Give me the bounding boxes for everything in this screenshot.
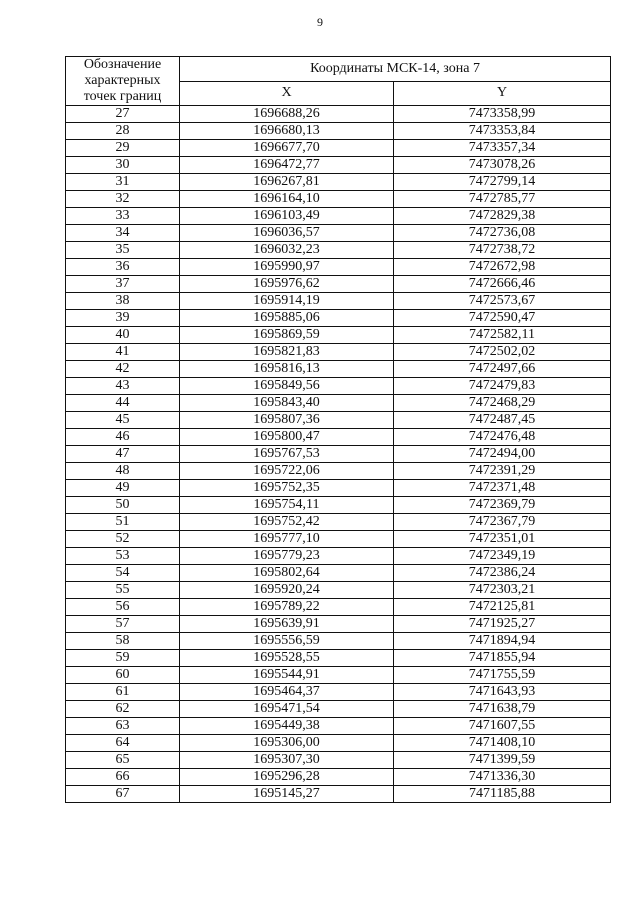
table-row bbox=[66, 497, 611, 514]
table-row bbox=[66, 242, 611, 259]
header-point-line: Обозначение bbox=[83, 57, 162, 72]
point-cell: 28 bbox=[66, 123, 180, 140]
point-cell: 62 bbox=[66, 701, 180, 718]
table-row bbox=[66, 769, 611, 786]
x-coordinate-cell: 1695843,40 bbox=[180, 395, 394, 412]
x-coordinate-cell: 1695307,30 bbox=[180, 752, 394, 769]
point-cell: 48 bbox=[66, 463, 180, 480]
y-coordinate-cell: 7473078,26 bbox=[394, 157, 611, 174]
y-coordinate-cell: 7472829,38 bbox=[394, 208, 611, 225]
point-cell: 40 bbox=[66, 327, 180, 344]
header-point-designation bbox=[66, 57, 180, 106]
table-row bbox=[66, 157, 611, 174]
point-cell: 36 bbox=[66, 259, 180, 276]
x-coordinate-cell: 1696103,49 bbox=[180, 208, 394, 225]
y-coordinate-cell: 7472371,48 bbox=[394, 480, 611, 497]
table-row bbox=[66, 633, 611, 650]
table-header bbox=[66, 57, 611, 106]
y-coordinate-cell: 7472367,79 bbox=[394, 514, 611, 531]
x-coordinate-cell: 1695800,47 bbox=[180, 429, 394, 446]
x-coordinate-cell: 1695449,38 bbox=[180, 718, 394, 735]
point-cell: 31 bbox=[66, 174, 180, 191]
y-coordinate-cell: 7472125,81 bbox=[394, 599, 611, 616]
y-coordinate-cell: 7471607,55 bbox=[394, 718, 611, 735]
table-row bbox=[66, 786, 611, 803]
x-coordinate-cell: 1695528,55 bbox=[180, 650, 394, 667]
table-row bbox=[66, 140, 611, 157]
x-coordinate-cell: 1696680,13 bbox=[180, 123, 394, 140]
point-cell: 32 bbox=[66, 191, 180, 208]
x-coordinate-cell: 1696472,77 bbox=[180, 157, 394, 174]
table-row bbox=[66, 684, 611, 701]
x-coordinate-cell: 1695464,37 bbox=[180, 684, 394, 701]
y-coordinate-cell: 7472386,24 bbox=[394, 565, 611, 582]
y-coordinate-cell: 7471894,94 bbox=[394, 633, 611, 650]
table-row bbox=[66, 123, 611, 140]
y-coordinate-cell: 7472590,47 bbox=[394, 310, 611, 327]
header-y: Y bbox=[394, 81, 611, 106]
header-coordinate-system: Координаты МСК-14, зона 7 bbox=[180, 57, 611, 82]
point-cell: 47 bbox=[66, 446, 180, 463]
x-coordinate-cell: 1695821,83 bbox=[180, 344, 394, 361]
table-row bbox=[66, 429, 611, 446]
y-coordinate-cell: 7472349,19 bbox=[394, 548, 611, 565]
x-coordinate-cell: 1695145,27 bbox=[180, 786, 394, 803]
table-row bbox=[66, 378, 611, 395]
point-cell: 35 bbox=[66, 242, 180, 259]
table-row bbox=[66, 548, 611, 565]
point-cell: 59 bbox=[66, 650, 180, 667]
x-coordinate-cell: 1695296,28 bbox=[180, 769, 394, 786]
table-row bbox=[66, 650, 611, 667]
y-coordinate-cell: 7473353,84 bbox=[394, 123, 611, 140]
header-point-line: точек границ bbox=[83, 89, 162, 104]
x-coordinate-cell: 1695849,56 bbox=[180, 378, 394, 395]
point-cell: 30 bbox=[66, 157, 180, 174]
point-cell: 42 bbox=[66, 361, 180, 378]
y-coordinate-cell: 7471638,79 bbox=[394, 701, 611, 718]
x-coordinate-cell: 1695767,53 bbox=[180, 446, 394, 463]
table-row bbox=[66, 225, 611, 242]
table-row bbox=[66, 106, 611, 123]
point-cell: 27 bbox=[66, 106, 180, 123]
y-coordinate-cell: 7472738,72 bbox=[394, 242, 611, 259]
x-coordinate-cell: 1695544,91 bbox=[180, 667, 394, 684]
table-row bbox=[66, 259, 611, 276]
x-coordinate-cell: 1695556,59 bbox=[180, 633, 394, 650]
x-coordinate-cell: 1695752,42 bbox=[180, 514, 394, 531]
table-row bbox=[66, 531, 611, 548]
y-coordinate-cell: 7471185,88 bbox=[394, 786, 611, 803]
y-coordinate-cell: 7472736,08 bbox=[394, 225, 611, 242]
x-coordinate-cell: 1695306,00 bbox=[180, 735, 394, 752]
x-coordinate-cell: 1695914,19 bbox=[180, 293, 394, 310]
y-coordinate-cell: 7472487,45 bbox=[394, 412, 611, 429]
y-coordinate-cell: 7472582,11 bbox=[394, 327, 611, 344]
point-cell: 49 bbox=[66, 480, 180, 497]
point-cell: 57 bbox=[66, 616, 180, 633]
point-cell: 53 bbox=[66, 548, 180, 565]
table-row bbox=[66, 718, 611, 735]
point-cell: 60 bbox=[66, 667, 180, 684]
table-row bbox=[66, 191, 611, 208]
x-coordinate-cell: 1695869,59 bbox=[180, 327, 394, 344]
point-cell: 33 bbox=[66, 208, 180, 225]
table-row bbox=[66, 344, 611, 361]
table-row bbox=[66, 667, 611, 684]
x-coordinate-cell: 1695754,11 bbox=[180, 497, 394, 514]
y-coordinate-cell: 7472666,46 bbox=[394, 276, 611, 293]
y-coordinate-cell: 7471925,27 bbox=[394, 616, 611, 633]
point-cell: 44 bbox=[66, 395, 180, 412]
table-row bbox=[66, 446, 611, 463]
y-coordinate-cell: 7472785,77 bbox=[394, 191, 611, 208]
x-coordinate-cell: 1695639,91 bbox=[180, 616, 394, 633]
x-coordinate-cell: 1695885,06 bbox=[180, 310, 394, 327]
x-coordinate-cell: 1695779,23 bbox=[180, 548, 394, 565]
point-cell: 51 bbox=[66, 514, 180, 531]
x-coordinate-cell: 1695920,24 bbox=[180, 582, 394, 599]
point-cell: 63 bbox=[66, 718, 180, 735]
y-coordinate-cell: 7473357,34 bbox=[394, 140, 611, 157]
x-coordinate-cell: 1696164,10 bbox=[180, 191, 394, 208]
page-number: 9 bbox=[317, 15, 323, 29]
table-row bbox=[66, 480, 611, 497]
y-coordinate-cell: 7472468,29 bbox=[394, 395, 611, 412]
x-coordinate-cell: 1695789,22 bbox=[180, 599, 394, 616]
y-coordinate-cell: 7472497,66 bbox=[394, 361, 611, 378]
y-coordinate-cell: 7472303,21 bbox=[394, 582, 611, 599]
point-cell: 58 bbox=[66, 633, 180, 650]
x-coordinate-cell: 1696032,23 bbox=[180, 242, 394, 259]
point-cell: 66 bbox=[66, 769, 180, 786]
table-row bbox=[66, 327, 611, 344]
y-coordinate-cell: 7472391,29 bbox=[394, 463, 611, 480]
x-coordinate-cell: 1696688,26 bbox=[180, 106, 394, 123]
x-coordinate-cell: 1695990,97 bbox=[180, 259, 394, 276]
y-coordinate-cell: 7472672,98 bbox=[394, 259, 611, 276]
y-coordinate-cell: 7471643,93 bbox=[394, 684, 611, 701]
x-coordinate-cell: 1695802,64 bbox=[180, 565, 394, 582]
y-coordinate-cell: 7472479,83 bbox=[394, 378, 611, 395]
y-coordinate-cell: 7472799,14 bbox=[394, 174, 611, 191]
point-cell: 29 bbox=[66, 140, 180, 157]
table-row bbox=[66, 701, 611, 718]
table-row bbox=[66, 276, 611, 293]
coordinates-table bbox=[65, 56, 611, 803]
table-row bbox=[66, 208, 611, 225]
table-row bbox=[66, 395, 611, 412]
point-cell: 39 bbox=[66, 310, 180, 327]
header-x: X bbox=[180, 81, 394, 106]
y-coordinate-cell: 7472476,48 bbox=[394, 429, 611, 446]
point-cell: 38 bbox=[66, 293, 180, 310]
table-row bbox=[66, 463, 611, 480]
table-row bbox=[66, 599, 611, 616]
table-row bbox=[66, 412, 611, 429]
point-cell: 46 bbox=[66, 429, 180, 446]
table-row bbox=[66, 361, 611, 378]
x-coordinate-cell: 1695752,35 bbox=[180, 480, 394, 497]
point-cell: 43 bbox=[66, 378, 180, 395]
point-cell: 52 bbox=[66, 531, 180, 548]
point-cell: 65 bbox=[66, 752, 180, 769]
y-coordinate-cell: 7471399,59 bbox=[394, 752, 611, 769]
y-coordinate-cell: 7471336,30 bbox=[394, 769, 611, 786]
y-coordinate-cell: 7471408,10 bbox=[394, 735, 611, 752]
point-cell: 64 bbox=[66, 735, 180, 752]
x-coordinate-cell: 1696036,57 bbox=[180, 225, 394, 242]
table-row bbox=[66, 514, 611, 531]
x-coordinate-cell: 1696677,70 bbox=[180, 140, 394, 157]
point-cell: 61 bbox=[66, 684, 180, 701]
point-cell: 41 bbox=[66, 344, 180, 361]
table-body bbox=[66, 106, 611, 803]
y-coordinate-cell: 7472494,00 bbox=[394, 446, 611, 463]
table-row bbox=[66, 174, 611, 191]
x-coordinate-cell: 1695722,06 bbox=[180, 463, 394, 480]
table-row bbox=[66, 293, 611, 310]
y-coordinate-cell: 7472369,79 bbox=[394, 497, 611, 514]
x-coordinate-cell: 1695471,54 bbox=[180, 701, 394, 718]
table-row bbox=[66, 310, 611, 327]
point-cell: 45 bbox=[66, 412, 180, 429]
point-cell: 50 bbox=[66, 497, 180, 514]
x-coordinate-cell: 1696267,81 bbox=[180, 174, 394, 191]
table-row bbox=[66, 582, 611, 599]
x-coordinate-cell: 1695777,10 bbox=[180, 531, 394, 548]
y-coordinate-cell: 7471855,94 bbox=[394, 650, 611, 667]
point-cell: 37 bbox=[66, 276, 180, 293]
x-coordinate-cell: 1695807,36 bbox=[180, 412, 394, 429]
table-row bbox=[66, 752, 611, 769]
point-cell: 55 bbox=[66, 582, 180, 599]
point-cell: 56 bbox=[66, 599, 180, 616]
point-cell: 34 bbox=[66, 225, 180, 242]
point-cell: 67 bbox=[66, 786, 180, 803]
table-row bbox=[66, 565, 611, 582]
point-cell: 54 bbox=[66, 565, 180, 582]
y-coordinate-cell: 7472502,02 bbox=[394, 344, 611, 361]
y-coordinate-cell: 7472573,67 bbox=[394, 293, 611, 310]
y-coordinate-cell: 7473358,99 bbox=[394, 106, 611, 123]
x-coordinate-cell: 1695976,62 bbox=[180, 276, 394, 293]
y-coordinate-cell: 7472351,01 bbox=[394, 531, 611, 548]
x-coordinate-cell: 1695816,13 bbox=[180, 361, 394, 378]
y-coordinate-cell: 7471755,59 bbox=[394, 667, 611, 684]
header-point-line: характерных bbox=[84, 73, 161, 88]
table-row bbox=[66, 616, 611, 633]
table-row bbox=[66, 735, 611, 752]
